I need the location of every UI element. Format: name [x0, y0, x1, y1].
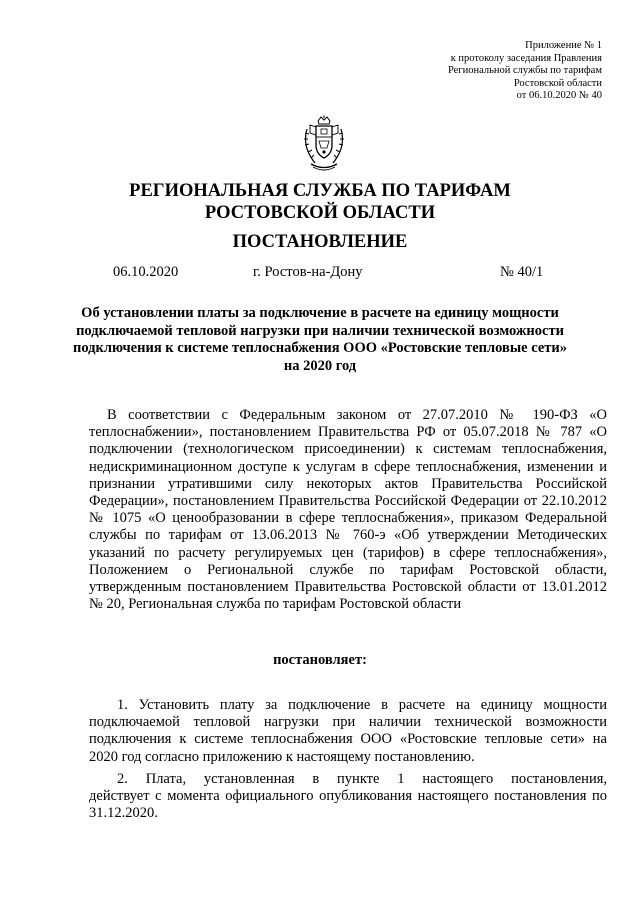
preamble-line: В соответствии с Федеральным законом от 27.07.2010 № 190-ФЗ «О	[107, 407, 607, 423]
preamble-paragraph	[89, 407, 607, 613]
document-number: № 40/1	[500, 264, 544, 280]
preamble-line: подключении (технологическом присоединении) к системам теплоснабжения,	[89, 441, 607, 458]
appendix-line: Региональной службы по тарифам	[447, 65, 602, 77]
decision-item-2	[89, 771, 607, 823]
preamble-line: указаний по расчету регулируемых цен (тарифов) в сфере теплоснабжения»,	[89, 544, 607, 561]
decree-word: постановляет:	[273, 652, 367, 668]
organization-line: РОСТОВСКОЙ ОБЛАСТИ	[204, 203, 436, 223]
appendix-line: Ростовской области	[513, 77, 602, 89]
item-line: 2020 год согласно приложению к настоящему постановлению.	[89, 748, 475, 765]
subject-line: подключения к системе теплоснабжения ООО «Ростовские тепловые сети»	[72, 340, 568, 357]
coat-of-arms-icon	[301, 115, 347, 173]
appendix-note	[448, 40, 602, 103]
decision-item-1	[89, 697, 607, 766]
document-city: г. Ростов-на-Дону	[253, 264, 363, 280]
preamble-line: № 1075 «О ценообразовании в сфере теплоснабжения», приказом Федеральной	[89, 510, 607, 527]
item-line: 2. Плата, установленная в пункте 1 настоящего постановления,	[117, 771, 607, 787]
preamble-line: недискриминационном доступе к услугам в сфере теплоснабжения, изменении и	[89, 458, 607, 475]
appendix-line: Приложение № 1	[525, 40, 602, 51]
subject-line: Об установлении платы за подключение в расчете на единицу мощности	[81, 305, 559, 321]
preamble-line: Федерации», постановлением Правительства Российской Федерации от 22.10.2012	[89, 493, 607, 510]
appendix-line: от 06.10.2020 № 40	[516, 90, 602, 102]
preamble-line: Положением о Региональной службе по тарифам Ростовской области,	[89, 561, 607, 578]
document-date: 06.10.2020	[113, 264, 179, 280]
document-subject	[60, 305, 580, 375]
preamble-line: признании утратившими силу некоторых актов Правительства Российской	[89, 475, 607, 492]
organization-line: РЕГИОНАЛЬНАЯ СЛУЖБА ПО ТАРИФАМ	[129, 181, 511, 201]
preamble-line: теплоснабжении», постановлением Правительства РФ от 05.07.2018 № 787 «О	[89, 424, 607, 441]
preamble-line: утвержденным постановлением Правительства Ростовской области от 13.01.2012	[89, 579, 607, 596]
item-line: 1. Установить плату за подключение в расчете на единицу мощности	[117, 697, 607, 713]
item-line: подключения к системе теплоснабжения ООО «Ростовские тепловые сети» на	[89, 731, 607, 748]
subject-line: на 2020 год	[283, 357, 357, 374]
item-line: действует с момента официального опубликования настоящего постановления по	[89, 788, 607, 805]
document-type: ПОСТАНОВЛЕНИЕ	[232, 232, 408, 252]
item-line: подключаемой тепловой нагрузки при наличии технической возможности	[89, 714, 607, 731]
subject-line: подключаемой тепловой нагрузки при наличии технической возможности	[76, 322, 564, 339]
item-line: 31.12.2020.	[89, 805, 158, 822]
preamble-line: № 20, Региональная служба по тарифам Ростовской области	[89, 596, 462, 613]
organization-title	[0, 180, 640, 224]
preamble-line: службы по тарифам от 13.06.2013 № 760-э «Об утверждении Методических	[89, 527, 607, 544]
appendix-line: к протоколу заседания Правления	[450, 52, 602, 64]
